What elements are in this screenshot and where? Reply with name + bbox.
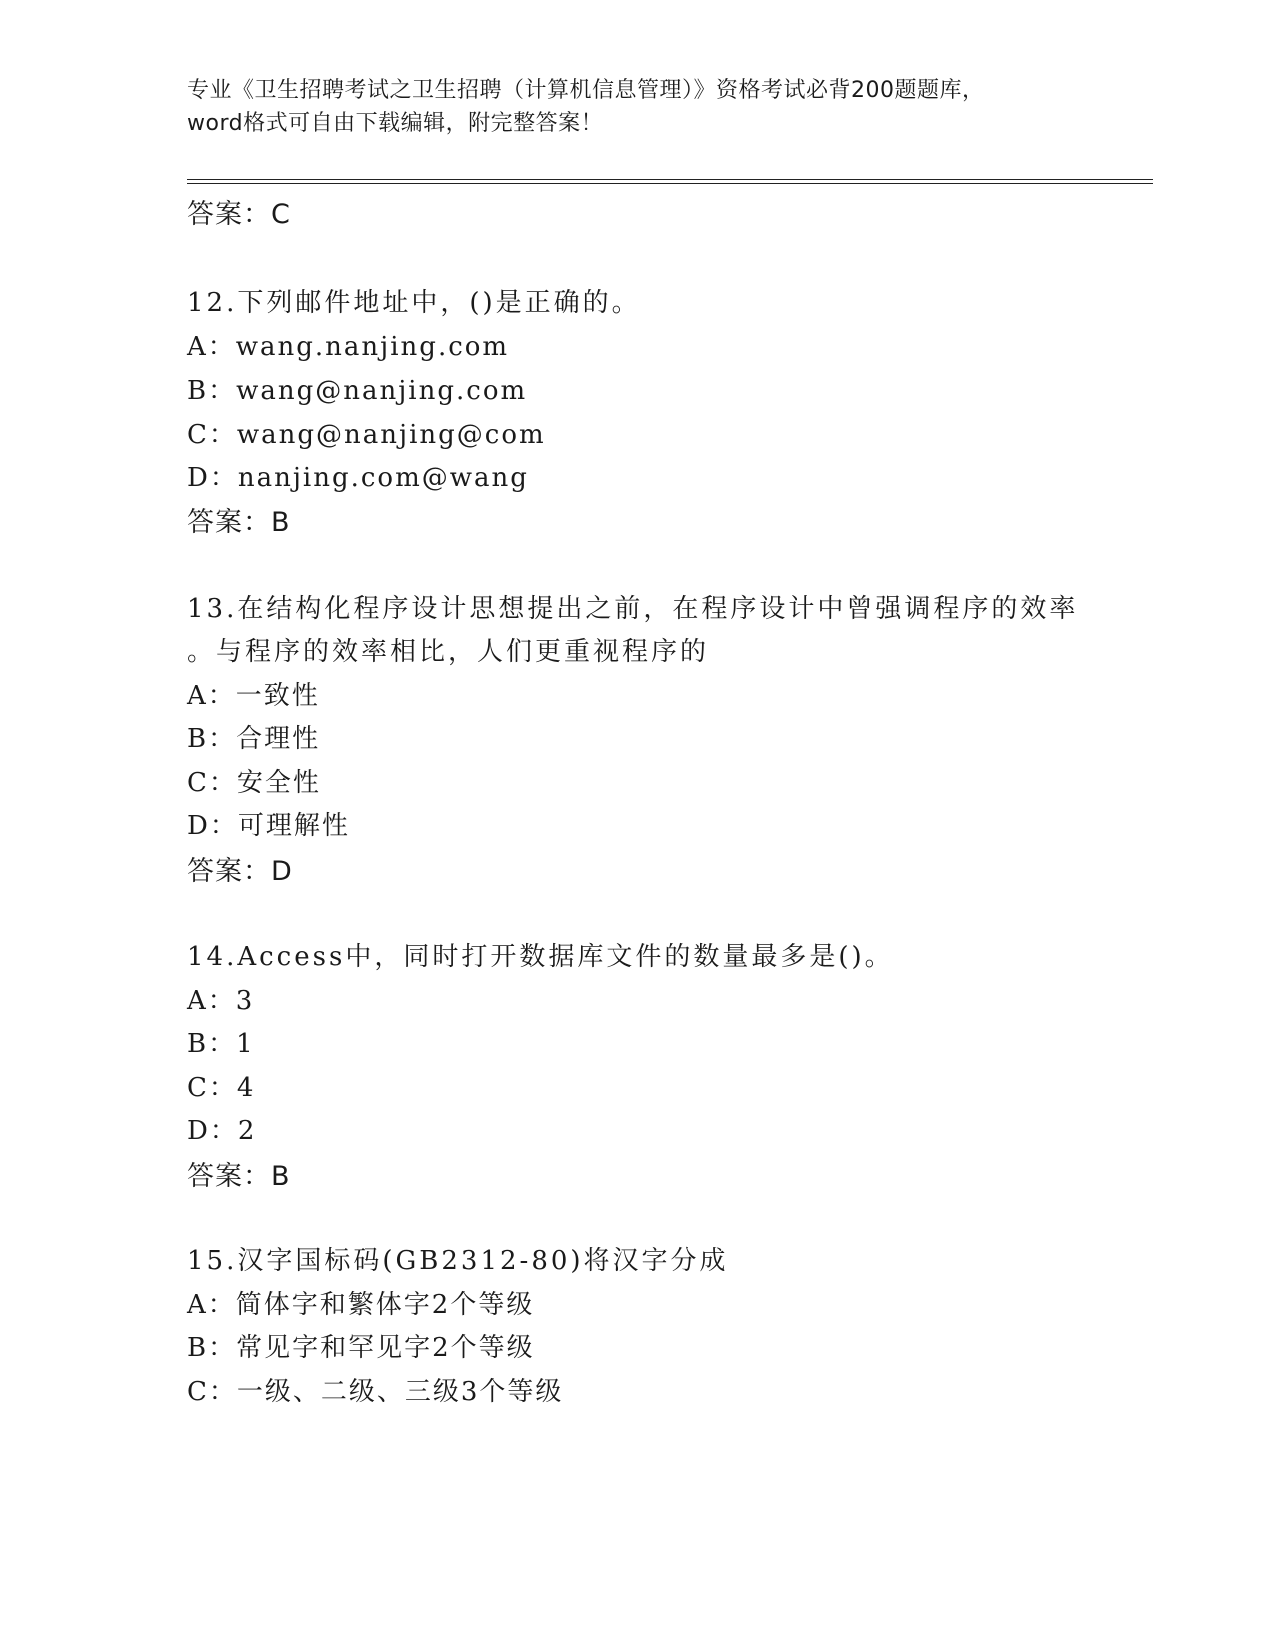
question-15-option-a: A：简体字和繁体字2个等级 (187, 1290, 535, 1320)
question-14-option-c: C：4 (187, 1073, 256, 1103)
question-13-option-a: A：一致性 (187, 681, 320, 711)
header-divider-bottom (187, 183, 1153, 184)
question-12-option-a: A：wang.nanjing.com (187, 332, 510, 362)
question-14-text: 14.Access中，同时打开数据库文件的数量最多是()。 (187, 942, 894, 972)
question-14-option-d: D：2 (187, 1116, 257, 1146)
question-14-option-b: B：1 (187, 1029, 255, 1059)
question-13-text-line-1: 13.在结构化程序设计思想提出之前，在程序设计中曾强调程序的效率 (187, 594, 1079, 624)
question-12-option-c: C：wang@nanjing@com (187, 420, 546, 450)
document-header (187, 74, 1087, 140)
header-divider-top (187, 179, 1153, 180)
answer-line: 答案：C (187, 199, 291, 230)
header-line-2: word格式可自由下载编辑，附完整答案！ (187, 111, 604, 136)
question-13-answer: 答案：D (187, 856, 293, 887)
question-15-option-b: B：常见字和罕见字2个等级 (187, 1333, 535, 1363)
question-13-option-c: C：安全性 (187, 768, 321, 798)
question-12-option-b: B：wang@nanjing.com (187, 376, 528, 406)
question-12-option-d: D：nanjing.com@wang (187, 463, 529, 493)
question-13-text-line-2: 。与程序的效率相比，人们更重视程序的 (187, 637, 710, 667)
question-13-option-d: D：可理解性 (187, 811, 350, 841)
question-12-answer: 答案：B (187, 507, 291, 538)
question-15-option-c: C：一级、二级、三级3个等级 (187, 1377, 564, 1407)
question-14-option-a: A：3 (187, 986, 255, 1016)
question-12-text: 12.下列邮件地址中，()是正确的。 (187, 288, 641, 318)
question-13-option-b: B：合理性 (187, 724, 321, 754)
question-14-answer: 答案：B (187, 1161, 291, 1192)
header-line-1: 专业《卫生招聘考试之卫生招聘（计算机信息管理）》资格考试必背200题题库， (187, 78, 985, 103)
question-15-text: 15.汉字国标码(GB2312-80)将汉字分成 (187, 1246, 729, 1276)
